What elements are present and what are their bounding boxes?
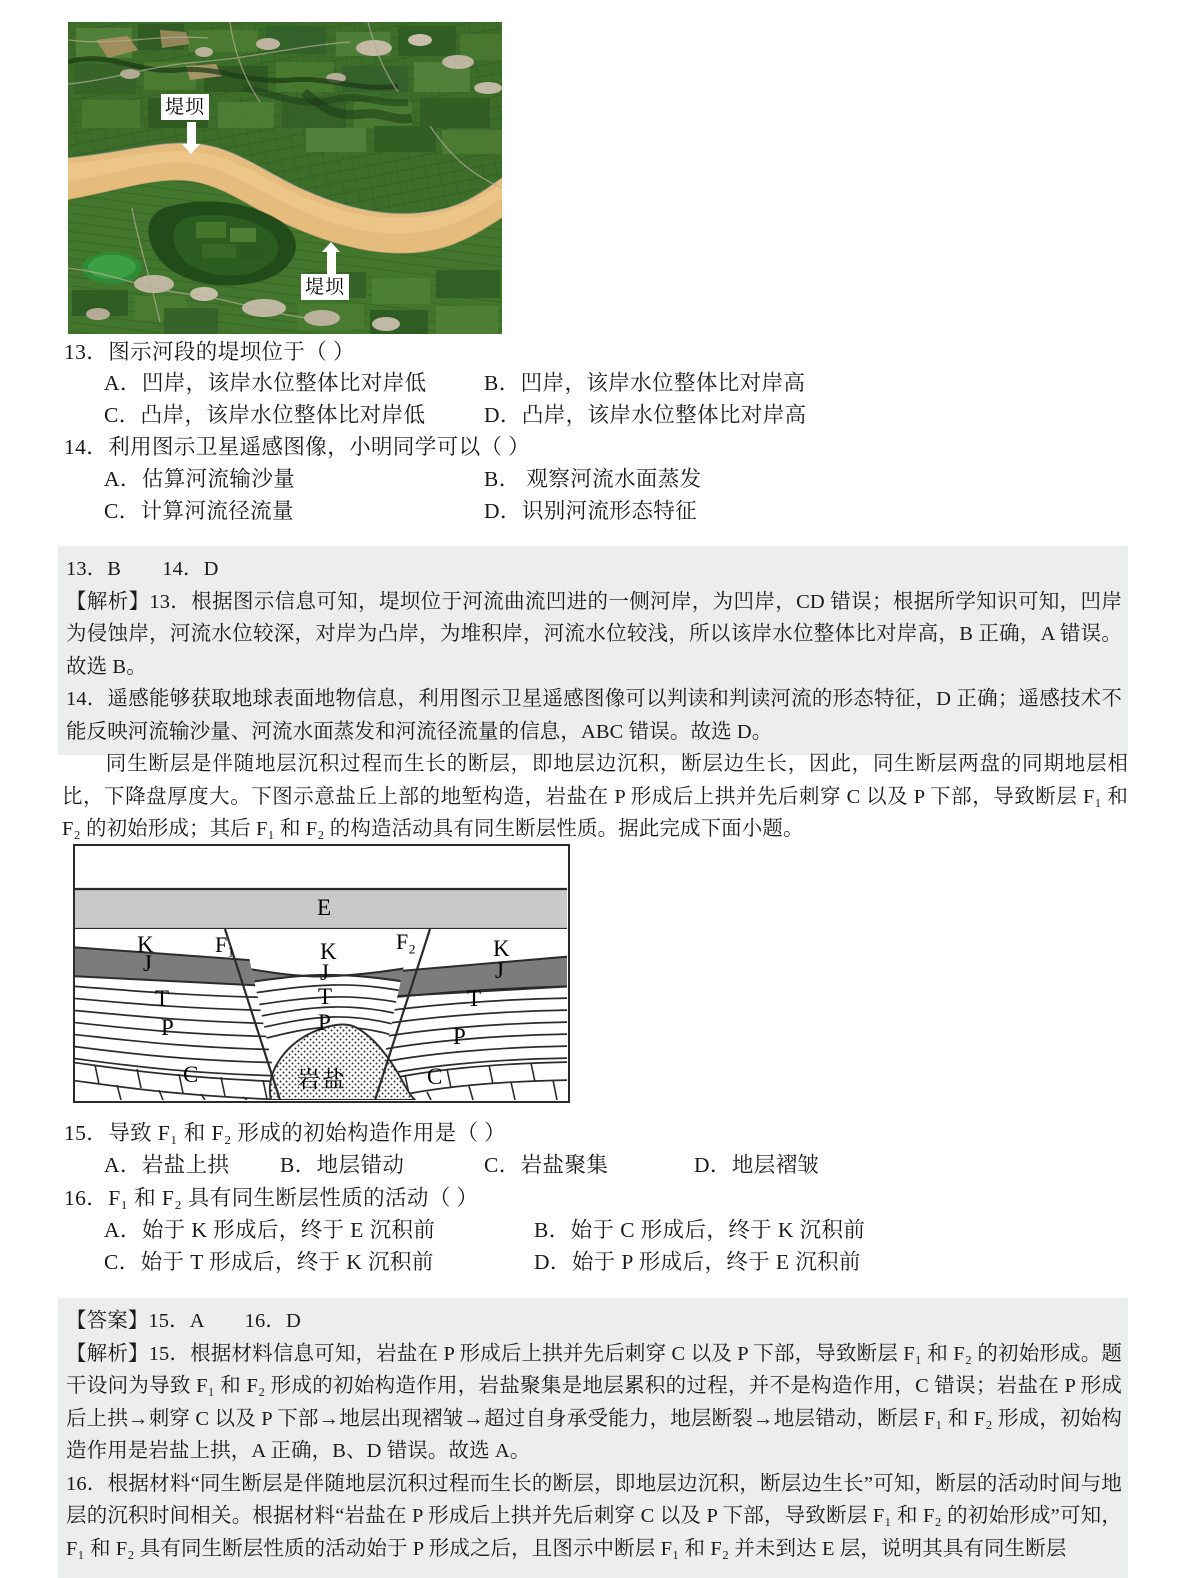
- q13-opt-d-label: D．: [484, 403, 522, 427]
- geo-label-J-mid: J: [320, 960, 329, 985]
- q14-option-a[interactable]: [104, 464, 295, 495]
- q14-number: 14．: [64, 435, 109, 459]
- geo-label-P-mid: P: [318, 1010, 331, 1035]
- satellite-label-dam-upper: 堤坝: [161, 94, 209, 120]
- geo-label-T-mid: T: [318, 984, 333, 1009]
- q13-option-b[interactable]: [484, 368, 805, 399]
- q14-opt-c-text: 计算河流径流量: [140, 499, 294, 523]
- q16-opt-c-label: C．: [104, 1250, 141, 1274]
- q15-opt-d-label: D．: [694, 1153, 732, 1177]
- q16-option-c[interactable]: [104, 1247, 434, 1278]
- q15-stem: 导致 F₁ 和 F₂ 形成的初始构造作用是（ ）: [108, 1121, 507, 1145]
- q16-opt-b-text: 始于 C 形成后，终于 K 沉积前: [570, 1218, 866, 1242]
- q16-opt-c-text: 始于 T 形成后，终于 K 沉积前: [140, 1250, 434, 1274]
- q16-opt-a-label: A．: [104, 1218, 142, 1242]
- q14-stem: 利用图示卫星遥感图像，小明同学可以（ ）: [108, 435, 531, 459]
- geo-label-F2: F₂: [396, 929, 416, 954]
- q14-option-d[interactable]: [484, 496, 697, 527]
- geology-diagram-graphic: [75, 846, 567, 1100]
- q16-number: 16．: [64, 1186, 109, 1210]
- q13-opt-a-text: 凹岸，该岸水位整体比对岸低: [141, 371, 427, 395]
- q16-opt-d-text: 始于 P 形成后，终于 E 沉积前: [571, 1250, 861, 1274]
- q16-opt-b-label: B．: [534, 1218, 571, 1242]
- analysis-line-14: 14．遥感能够获取地球表面地物信息，利用图示卫星遥感图像可以判读和判读河流的形态特征，D 正确；遥感技术不能反映河流输沙量、河流水面蒸发和河流径流量的信息，ABC 错误。故选 D。: [66, 688, 1122, 743]
- satellite-figure: [68, 22, 502, 334]
- geo-label-K-mid: K: [320, 939, 337, 964]
- geo-label-rock-salt: 岩盐: [297, 1067, 347, 1093]
- q15-opt-c-label: C．: [484, 1153, 521, 1177]
- satellite-label-dam-lower: 堤坝: [301, 274, 349, 300]
- geo-label-P-left: P: [161, 1015, 174, 1040]
- question-15: [64, 1118, 506, 1149]
- geo-label-J-left: J: [143, 951, 152, 976]
- analysis-line-15: 【解析】15．根据材料信息可知，岩盐在 P 形成后上拱并先后刺穿 C 以及 P 下部，导致断层 F₁ 和 F₂ 的初始形成。题干设问为导致 F₁ 和 F₂ 形成的初始构造作用，岩盐聚集是地层累积的过程，并不是构造作用，C 错误；岩盐在 P 形成后上拱→刺穿 C 以及 P 下部→地层出现褶皱→超过自身承受能力，地层断裂→地层错动，断层 F₁ 和 F₂ 形成，初始构造作用是岩盐上拱，A 正确，B、D 错误。故选 A。: [66, 1342, 1122, 1462]
- answer-line-13-14: 13．B 14．D: [66, 558, 219, 580]
- q15-option-c[interactable]: [484, 1150, 608, 1181]
- q16-opt-a-text: 始于 K 形成后，终于 E 沉积前: [141, 1218, 436, 1242]
- q16-stem: F₁ 和 F₂ 具有同生断层性质的活动（ ）: [108, 1186, 479, 1210]
- intro-paragraph-text: 同生断层是伴随地层沉积过程而生长的断层，即地层边沉积，断层边生长，因此，同生断层两盘的同期地层相比，下降盘厚度大。下图示意盐丘上部的地堑构造，岩盐在 P 形成后上拱并先后刺穿 C 以及 P 下部，导致断层 F₁ 和 F₂ 的初始形成；其后 F₁ 和 F₂ 的构造活动具有同生断层性质。据此完成下面小题。: [62, 753, 1128, 840]
- q15-number: 15．: [64, 1121, 109, 1145]
- q16-option-d[interactable]: [534, 1247, 861, 1278]
- q13-opt-c-label: C．: [104, 403, 141, 427]
- q14-opt-d-text: 识别河流形态特征: [521, 499, 698, 523]
- satellite-arrow-upper: [187, 122, 196, 144]
- q13-option-c[interactable]: [104, 400, 425, 431]
- q13-stem: 图示河段的堤坝位于（ ）: [108, 340, 355, 364]
- q14-opt-c-label: C．: [104, 499, 141, 523]
- analysis-line-16: 16．根据材料“同生断层是伴随地层沉积过程而生长的断层，即地层边沉积，断层边生长”可知，断层的活动时间与地层的沉积时间相关。根据材料“岩盐在 P 形成后上拱并先后刺穿 C 以及 P 下部，导致断层 F₁ 和 F₂ 的初始形成”可知，F₁ 和 F₂ 具有同生断层性质的活动始于 P 形成之后，且图示中断层 F₁ 和 F₂ 并未到达 E 层，说明其具有同生断层: [66, 1472, 1122, 1560]
- q15-option-d[interactable]: [694, 1150, 819, 1181]
- geo-label-T-left: T: [155, 986, 170, 1011]
- q14-opt-a-text: 估算河流输沙量: [141, 467, 296, 491]
- q15-option-b[interactable]: [280, 1150, 404, 1181]
- q13-opt-b-label: B．: [484, 371, 521, 395]
- question-14: [64, 432, 530, 463]
- q14-opt-b-text: 观察河流水面蒸发: [526, 467, 702, 491]
- q15-opt-a-text: 岩盐上拱: [141, 1153, 230, 1177]
- q16-option-a[interactable]: [104, 1215, 435, 1246]
- q14-opt-d-label: D．: [484, 499, 522, 523]
- analysis-line-13: 【解析】13．根据图示信息可知，堤坝位于河流曲流凹进的一侧河岸，为凹岸，CD 错误；根据所学知识可知，凹岸为侵蚀岸，河流水位较深，对岸为凸岸，为堆积岸，河流水位较浅，所以该岸水位整体比对岸高，B 正确，A 错误。故选 B。: [66, 590, 1122, 678]
- intro-paragraph-15-16: [62, 748, 1128, 846]
- satellite-arrow-lower: [327, 252, 336, 274]
- q15-opt-d-text: 地层褶皱: [731, 1153, 820, 1177]
- satellite-image-graphic: [68, 22, 502, 334]
- geo-label-F1: F₁: [215, 932, 235, 957]
- question-13: [64, 337, 355, 368]
- geo-label-K-left: K: [137, 932, 154, 957]
- q13-opt-b-text: 凹岸，该岸水位整体比对岸高: [520, 371, 806, 395]
- q15-opt-b-text: 地层错动: [316, 1153, 405, 1177]
- geo-label-C-right: C: [427, 1064, 443, 1089]
- question-16: [64, 1183, 478, 1214]
- q15-option-a[interactable]: [104, 1150, 229, 1181]
- q13-option-d[interactable]: [484, 400, 807, 431]
- q13-opt-c-text: 凸岸，该岸水位整体比对岸低: [140, 403, 426, 427]
- geology-cross-section-figure: [73, 844, 570, 1103]
- geo-label-P-right: P: [453, 1024, 466, 1049]
- q15-opt-c-text: 岩盐聚集: [520, 1153, 609, 1177]
- q14-opt-a-label: A．: [104, 467, 142, 491]
- answer-block-13-14: [58, 546, 1128, 755]
- geo-label-C-left: C: [183, 1062, 199, 1087]
- q13-number: 13．: [64, 340, 109, 364]
- q15-opt-b-label: B．: [280, 1153, 317, 1177]
- q16-opt-d-label: D．: [534, 1250, 572, 1274]
- q15-opt-a-label: A．: [104, 1153, 142, 1177]
- geo-label-K-right: K: [493, 936, 510, 961]
- q14-option-c[interactable]: [104, 496, 294, 527]
- q13-option-a[interactable]: [104, 368, 427, 399]
- geo-label-E: E: [317, 895, 332, 920]
- answer-block-15-16: [58, 1298, 1128, 1578]
- geo-label-T-right: T: [467, 986, 482, 1011]
- q16-option-b[interactable]: [534, 1215, 865, 1246]
- q13-opt-a-label: A．: [104, 371, 142, 395]
- q14-option-b[interactable]: [484, 464, 702, 495]
- q13-opt-d-text: 凸岸，该岸水位整体比对岸高: [521, 403, 807, 427]
- geo-label-J-right: J: [495, 958, 504, 983]
- answer-line-15-16: 【答案】15．A 16．D: [66, 1310, 301, 1332]
- q14-opt-b-label: B．: [484, 467, 521, 491]
